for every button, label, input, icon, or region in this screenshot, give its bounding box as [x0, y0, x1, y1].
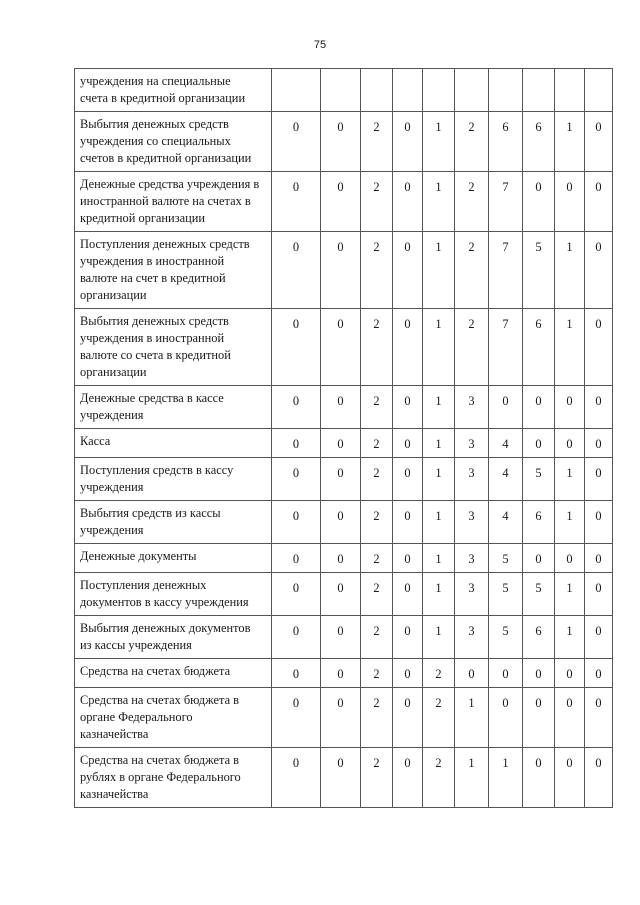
account-code-digit-cell: 1 — [555, 309, 585, 386]
account-code-digit-cell — [555, 69, 585, 112]
account-code-digit-cell: 1 — [555, 458, 585, 501]
account-code-digit-cell: 0 — [321, 232, 361, 309]
account-code-digit-cell: 0 — [393, 616, 423, 659]
account-name-cell — [75, 616, 272, 659]
account-code-digit-cell: 5 — [489, 544, 523, 573]
account-code-digit-cell: 0 — [393, 112, 423, 172]
account-code-digit-cell: 0 — [321, 748, 361, 808]
account-name-line: из кассы учреждения — [80, 638, 192, 652]
account-name-line: учреждения в иностранной — [80, 331, 225, 345]
account-code-digit-cell: 2 — [361, 688, 393, 748]
account-code-digit-cell: 0 — [585, 232, 613, 309]
account-code-digit-cell: 3 — [455, 573, 489, 616]
account-code-digit-cell: 4 — [489, 429, 523, 458]
account-code-digit-cell: 2 — [423, 688, 455, 748]
account-name-line: Поступления средств в кассу — [80, 463, 234, 477]
account-code-digit-cell: 0 — [321, 501, 361, 544]
account-name-line: учреждения — [80, 523, 144, 537]
page-number: 75 — [313, 39, 327, 51]
account-name-line: Средства на счетах бюджета — [80, 664, 231, 678]
account-code-digit-cell: 0 — [321, 429, 361, 458]
account-code-digit-cell: 0 — [523, 172, 555, 232]
account-code-digit-cell: 1 — [555, 112, 585, 172]
account-code-digit-cell: 0 — [272, 232, 321, 309]
table-row — [75, 172, 613, 232]
account-code-digit-cell: 1 — [423, 429, 455, 458]
account-code-digit-cell: 3 — [455, 544, 489, 573]
account-name-line: органе Федерального — [80, 710, 193, 724]
account-name-line: счета в кредитной организации — [80, 91, 246, 105]
account-code-digit-cell: 0 — [585, 573, 613, 616]
account-code-digit-cell: 1 — [423, 309, 455, 386]
account-code-digit-cell: 0 — [585, 458, 613, 501]
account-code-digit-cell: 0 — [272, 573, 321, 616]
account-code-digit-cell: 7 — [489, 309, 523, 386]
account-code-digit-cell: 0 — [555, 659, 585, 688]
account-code-digit-cell: 6 — [523, 309, 555, 386]
account-code-digit-cell: 1 — [555, 232, 585, 309]
account-code-digit-cell: 1 — [423, 616, 455, 659]
account-code-digit-cell — [393, 69, 423, 112]
account-code-digit-cell: 0 — [321, 544, 361, 573]
account-code-digit-cell: 0 — [555, 172, 585, 232]
account-code-digit-cell: 0 — [272, 458, 321, 501]
account-code-digit-cell: 0 — [321, 458, 361, 501]
account-code-digit-cell — [423, 69, 455, 112]
account-code-digit-cell: 1 — [455, 688, 489, 748]
account-code-digit-cell: 6 — [523, 112, 555, 172]
account-code-digit-cell: 3 — [455, 429, 489, 458]
account-code-digit-cell: 0 — [523, 429, 555, 458]
account-code-digit-cell: 0 — [393, 309, 423, 386]
table-row — [75, 501, 613, 544]
account-name-line: Денежные средства учреждения в — [80, 177, 260, 191]
account-code-digit-cell: 0 — [455, 659, 489, 688]
account-code-digit-cell: 0 — [585, 386, 613, 429]
account-code-digit-cell: 0 — [272, 544, 321, 573]
account-code-digit-cell: 7 — [489, 172, 523, 232]
account-code-digit-cell: 1 — [555, 501, 585, 544]
account-name-cell — [75, 659, 272, 688]
account-code-digit-cell: 2 — [361, 429, 393, 458]
account-code-digit-cell: 0 — [585, 748, 613, 808]
account-code-digit-cell: 5 — [489, 573, 523, 616]
account-name-cell — [75, 573, 272, 616]
account-name-line: учреждения со специальных — [80, 134, 231, 148]
account-name-cell — [75, 112, 272, 172]
account-name-line: рублях в органе Федерального — [80, 770, 241, 784]
account-code-digit-cell: 0 — [489, 688, 523, 748]
account-name-cell — [75, 386, 272, 429]
account-code-digit-cell: 2 — [361, 172, 393, 232]
account-code-digit-cell: 1 — [423, 232, 455, 309]
account-code-digit-cell: 4 — [489, 458, 523, 501]
table-row — [75, 544, 613, 573]
table-row — [75, 69, 613, 112]
account-code-digit-cell: 0 — [272, 748, 321, 808]
account-code-digit-cell: 6 — [489, 112, 523, 172]
account-code-digit-cell: 0 — [272, 501, 321, 544]
account-name-line: Выбытия средств из кассы — [80, 506, 221, 520]
account-code-digit-cell: 0 — [523, 748, 555, 808]
account-name-line: Выбытия денежных средств — [80, 314, 229, 328]
account-code-digit-cell: 2 — [361, 544, 393, 573]
account-code-digit-cell: 0 — [585, 501, 613, 544]
account-code-digit-cell: 0 — [393, 458, 423, 501]
account-code-digit-cell: 0 — [393, 501, 423, 544]
account-name-line: валюте со счета в кредитной — [80, 348, 231, 362]
account-name-line: Выбытия денежных средств — [80, 117, 229, 131]
account-code-digit-cell: 0 — [272, 309, 321, 386]
account-code-digit-cell: 0 — [272, 688, 321, 748]
account-code-digit-cell: 0 — [393, 544, 423, 573]
account-code-digit-cell: 0 — [272, 616, 321, 659]
account-code-digit-cell: 5 — [489, 616, 523, 659]
account-code-digit-cell: 0 — [393, 232, 423, 309]
table-row — [75, 688, 613, 748]
account-name-line: Средства на счетах бюджета в — [80, 753, 240, 767]
account-code-digit-cell: 6 — [523, 616, 555, 659]
account-code-digit-cell: 0 — [393, 659, 423, 688]
account-code-digit-cell: 0 — [523, 544, 555, 573]
account-code-digit-cell — [489, 69, 523, 112]
account-code-digit-cell: 0 — [585, 429, 613, 458]
account-code-digit-cell: 0 — [321, 112, 361, 172]
account-code-digit-cell: 0 — [393, 748, 423, 808]
account-code-digit-cell: 2 — [455, 232, 489, 309]
account-code-digit-cell — [455, 69, 489, 112]
account-code-digit-cell: 1 — [489, 748, 523, 808]
account-code-digit-cell: 1 — [455, 748, 489, 808]
account-code-digit-cell: 0 — [585, 688, 613, 748]
account-code-digit-cell: 2 — [361, 458, 393, 501]
account-code-digit-cell: 2 — [361, 309, 393, 386]
account-code-digit-cell: 3 — [455, 501, 489, 544]
account-code-digit-cell: 1 — [555, 573, 585, 616]
account-name-cell — [75, 748, 272, 808]
account-code-digit-cell: 5 — [523, 232, 555, 309]
account-code-digit-cell: 0 — [555, 748, 585, 808]
account-name-cell — [75, 544, 272, 573]
account-code-digit-cell: 0 — [555, 386, 585, 429]
account-code-digit-cell — [361, 69, 393, 112]
table-row — [75, 616, 613, 659]
account-code-digit-cell: 2 — [423, 748, 455, 808]
account-name-cell — [75, 501, 272, 544]
account-code-digit-cell: 0 — [555, 688, 585, 748]
account-name-line: Выбытия денежных документов — [80, 621, 251, 635]
account-code-digit-cell — [321, 69, 361, 112]
account-code-digit-cell: 0 — [555, 544, 585, 573]
account-code-digit-cell: 0 — [555, 429, 585, 458]
account-code-digit-cell: 0 — [272, 172, 321, 232]
account-code-digit-cell: 5 — [523, 458, 555, 501]
account-code-digit-cell: 1 — [423, 501, 455, 544]
account-name-cell — [75, 688, 272, 748]
account-name-line: организации — [80, 365, 147, 379]
account-code-digit-cell: 0 — [585, 616, 613, 659]
table-row — [75, 386, 613, 429]
table-row — [75, 659, 613, 688]
account-code-digit-cell: 3 — [455, 616, 489, 659]
account-name-line: учреждения — [80, 480, 144, 494]
account-code-digit-cell: 2 — [361, 616, 393, 659]
account-name-line: Касса — [80, 434, 111, 448]
account-code-digit-cell: 0 — [272, 429, 321, 458]
account-code-digit-cell: 2 — [455, 172, 489, 232]
account-name-cell — [75, 69, 272, 112]
table-row — [75, 573, 613, 616]
account-code-digit-cell: 0 — [523, 659, 555, 688]
account-code-digit-cell: 0 — [321, 659, 361, 688]
account-code-digit-cell: 1 — [423, 573, 455, 616]
account-code-digit-cell — [585, 69, 613, 112]
account-name-cell — [75, 458, 272, 501]
table-row — [75, 748, 613, 808]
account-code-digit-cell: 4 — [489, 501, 523, 544]
account-code-digit-cell: 1 — [555, 616, 585, 659]
account-code-digit-cell: 2 — [361, 386, 393, 429]
account-name-line: казначейства — [80, 787, 149, 801]
table-row — [75, 309, 613, 386]
account-name-cell — [75, 232, 272, 309]
account-name-line: Денежные средства в кассе — [80, 391, 224, 405]
account-code-digit-cell: 0 — [585, 544, 613, 573]
account-code-digit-cell: 3 — [455, 386, 489, 429]
account-code-digit-cell: 1 — [423, 386, 455, 429]
account-code-digit-cell: 7 — [489, 232, 523, 309]
account-code-digit-cell: 1 — [423, 112, 455, 172]
account-code-digit-cell: 1 — [423, 544, 455, 573]
account-name-line: валюте на счет в кредитной — [80, 271, 226, 285]
account-code-digit-cell: 2 — [455, 112, 489, 172]
account-code-digit-cell: 0 — [272, 659, 321, 688]
account-code-digit-cell: 0 — [585, 172, 613, 232]
account-name-line: документов в кассу учреждения — [80, 595, 249, 609]
account-name-line: Поступления денежных средств — [80, 237, 250, 251]
account-code-digit-cell: 0 — [321, 386, 361, 429]
account-code-digit-cell: 0 — [585, 112, 613, 172]
account-code-digit-cell: 0 — [321, 309, 361, 386]
account-name-line: учреждения — [80, 408, 144, 422]
account-code-digit-cell: 1 — [423, 172, 455, 232]
account-code-digit-cell: 2 — [361, 659, 393, 688]
account-name-line: Денежные документы — [80, 549, 197, 563]
account-code-digit-cell: 0 — [321, 616, 361, 659]
account-name-line: учреждения на специальные — [80, 74, 231, 88]
account-code-digit-cell: 0 — [393, 172, 423, 232]
account-code-digit-cell: 2 — [455, 309, 489, 386]
account-code-digit-cell: 0 — [585, 309, 613, 386]
account-name-cell — [75, 172, 272, 232]
account-name-line: кредитной организации — [80, 211, 205, 225]
account-code-digit-cell: 1 — [423, 458, 455, 501]
account-code-digit-cell: 0 — [321, 573, 361, 616]
account-codes-table — [74, 68, 613, 808]
account-code-digit-cell: 0 — [585, 659, 613, 688]
table-row — [75, 429, 613, 458]
account-name-line: Средства на счетах бюджета в — [80, 693, 240, 707]
account-code-digit-cell: 0 — [272, 112, 321, 172]
account-code-digit-cell: 0 — [393, 429, 423, 458]
account-code-digit-cell: 2 — [361, 112, 393, 172]
table-row — [75, 232, 613, 309]
table-row — [75, 458, 613, 501]
account-name-line: иностранной валюте на счетах в — [80, 194, 251, 208]
account-name-line: учреждения в иностранной — [80, 254, 225, 268]
account-code-digit-cell: 2 — [361, 501, 393, 544]
account-code-digit-cell: 0 — [272, 386, 321, 429]
account-code-digit-cell: 5 — [523, 573, 555, 616]
table-body — [75, 69, 613, 808]
account-name-line: счетов в кредитной организации — [80, 151, 252, 165]
account-code-digit-cell: 0 — [393, 386, 423, 429]
account-name-line: Поступления денежных — [80, 578, 207, 592]
account-code-digit-cell: 3 — [455, 458, 489, 501]
account-code-digit-cell: 2 — [361, 232, 393, 309]
account-code-digit-cell: 2 — [361, 573, 393, 616]
account-code-digit-cell: 0 — [489, 386, 523, 429]
account-code-digit-cell: 6 — [523, 501, 555, 544]
account-name-cell — [75, 309, 272, 386]
account-code-digit-cell: 2 — [361, 748, 393, 808]
account-name-cell — [75, 429, 272, 458]
account-code-digit-cell: 2 — [423, 659, 455, 688]
account-name-line: казначейства — [80, 727, 149, 741]
account-code-digit-cell: 0 — [393, 688, 423, 748]
account-code-digit-cell: 0 — [321, 172, 361, 232]
account-code-digit-cell — [523, 69, 555, 112]
account-code-digit-cell: 0 — [523, 688, 555, 748]
account-code-digit-cell: 0 — [321, 688, 361, 748]
account-name-line: организации — [80, 288, 147, 302]
account-code-digit-cell — [272, 69, 321, 112]
account-code-digit-cell: 0 — [393, 573, 423, 616]
table-row — [75, 112, 613, 172]
account-code-digit-cell: 0 — [489, 659, 523, 688]
account-code-digit-cell: 0 — [523, 386, 555, 429]
